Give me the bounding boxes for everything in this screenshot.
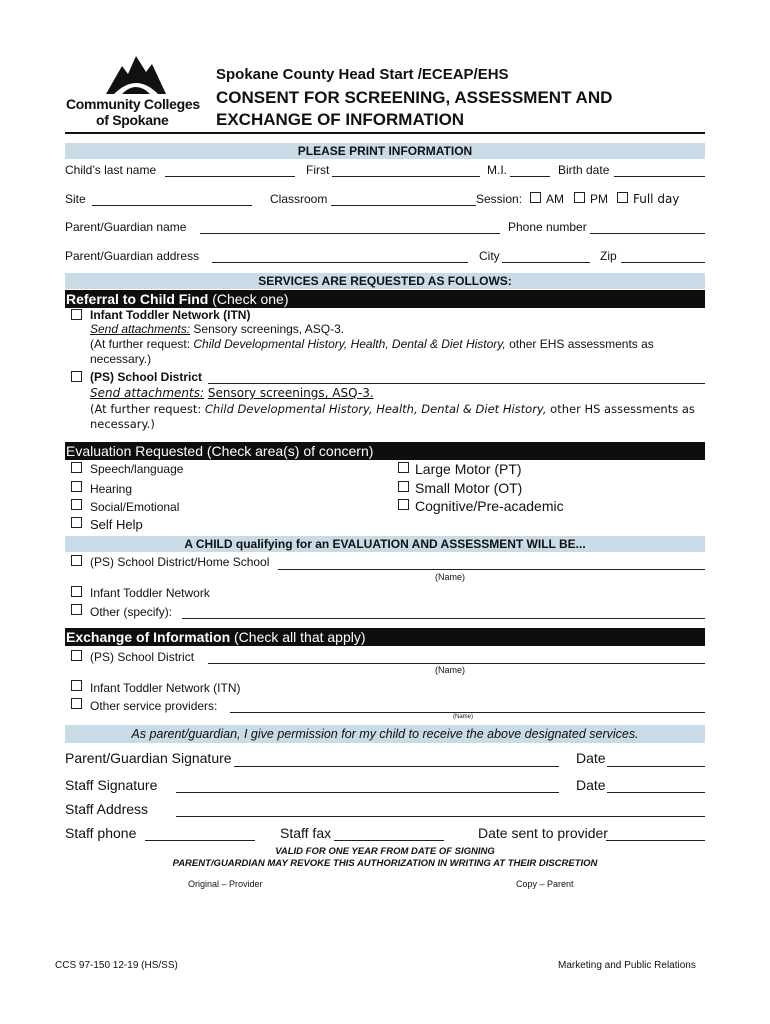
qual-ps-field[interactable]: [278, 569, 705, 570]
eval-social-checkbox[interactable]: [71, 499, 82, 510]
qual-other-checkbox[interactable]: [71, 604, 82, 615]
classroom-field[interactable]: [331, 205, 476, 206]
classroom-label: Classroom: [270, 192, 328, 206]
session-pm-label: PM: [590, 192, 608, 206]
print-info-band: PLEASE PRINT INFORMATION: [65, 143, 705, 159]
eval-speech-checkbox[interactable]: [71, 462, 82, 473]
phone-number-label: Phone number: [508, 220, 587, 234]
itn-further-request: [90, 337, 654, 351]
site-label: Site: [65, 192, 86, 206]
staff-phone-label: Staff phone: [65, 825, 137, 841]
eval-speech-label: Speech/language: [90, 462, 184, 476]
exch-ps-checkbox[interactable]: [71, 650, 82, 661]
form-title-line-1: CONSENT FOR SCREENING, ASSESSMENT AND: [216, 88, 613, 107]
staff-phone-field[interactable]: [145, 840, 255, 841]
ps-further-suffix: other HS assessments as: [550, 402, 695, 416]
staff-fax-field[interactable]: [334, 840, 444, 841]
guardian-name-label: Parent/Guardian name: [65, 220, 187, 234]
logo: [62, 50, 212, 130]
session-pm-checkbox[interactable]: [574, 192, 585, 203]
child-last-name-label: Child’s last name: [65, 163, 157, 177]
itn-further-suffix: other EHS assessments as: [509, 337, 654, 351]
referral-ps-field[interactable]: [208, 383, 705, 384]
date2-field[interactable]: [607, 792, 705, 793]
mountain-logo-icon: [104, 52, 168, 96]
referral-heading-note: (Check one): [212, 291, 289, 307]
header-rule: [65, 132, 705, 134]
zip-label: Zip: [600, 249, 617, 263]
qual-ps-label: (PS) School District/Home School: [90, 555, 270, 569]
eval-selfhelp-label: Self Help: [90, 517, 143, 532]
evaluation-heading-note: (Check area(s) of concern): [206, 443, 374, 459]
itn-attach-label: Send attachments:: [90, 322, 191, 336]
exch-name-caption: (Name): [434, 665, 465, 675]
birth-date-label: Birth date: [558, 163, 610, 177]
guardian-address-field[interactable]: [212, 262, 468, 263]
eval-hearing-checkbox[interactable]: [71, 481, 82, 492]
exch-other-checkbox[interactable]: [71, 698, 82, 709]
itn-attach-text: Sensory screenings, ASQ-3.: [193, 322, 345, 336]
exchange-heading-bar: [65, 628, 705, 646]
qualifying-band: A CHILD qualifying for an EVALUATION AND ASSESSMENT WILL BE...: [65, 536, 705, 552]
session-full-day-checkbox[interactable]: [617, 192, 628, 203]
exch-other-field[interactable]: [230, 712, 705, 713]
session-am-checkbox[interactable]: [530, 192, 541, 203]
ps-attach-text: Sensory screenings, ASQ-3.: [207, 386, 374, 400]
qual-other-label: Other (specify):: [90, 605, 173, 619]
qual-ps-checkbox[interactable]: [71, 555, 82, 566]
itn-attachments: [90, 322, 344, 336]
revoke-notice: PARENT/GUARDIAN MAY REVOKE THIS AUTHORIZATION IN WRITING AT THEIR DISCRETION: [172, 858, 598, 869]
logo-line-2: of Spokane: [96, 112, 169, 128]
eval-hearing-label: Hearing: [90, 482, 133, 496]
form-code: CCS 97-150 12-19 (HS/SS): [55, 960, 178, 971]
department: Marketing and Public Relations: [558, 960, 696, 971]
phone-number-field[interactable]: [590, 233, 705, 234]
child-last-name-field[interactable]: [165, 176, 295, 177]
staff-fax-label: Staff fax: [280, 825, 332, 841]
referral-itn-label: Infant Toddler Network (ITN): [90, 308, 251, 322]
program-name: Spokane County Head Start /ECEAP/EHS: [216, 66, 509, 83]
eval-selfhelp-checkbox[interactable]: [71, 517, 82, 528]
ps-further-request: [90, 402, 695, 416]
evaluation-heading: Evaluation Requested: [66, 443, 203, 459]
qual-itn-checkbox[interactable]: [71, 586, 82, 597]
exch-name-caption-small: (Name): [452, 714, 473, 720]
exchange-heading: Exchange of Information: [66, 629, 231, 645]
eval-small-motor-label: Small Motor (OT): [415, 480, 523, 496]
guardian-address-label: Parent/Guardian address: [65, 249, 200, 263]
exch-itn-label: Infant Toddler Network (ITN): [90, 681, 241, 695]
eval-cognitive-checkbox[interactable]: [398, 499, 409, 510]
date-sent-field[interactable]: [606, 840, 705, 841]
site-field[interactable]: [92, 205, 252, 206]
city-field[interactable]: [502, 262, 590, 263]
permission-band: As parent/guardian, I give permission for my child to receive the above designated services.: [65, 725, 705, 743]
guardian-name-field[interactable]: [200, 233, 500, 234]
staff-address-label: Staff Address: [65, 801, 149, 817]
logo-line-1: Community Colleges: [66, 96, 200, 112]
valid-notice: VALID FOR ONE YEAR FROM DATE OF SIGNING: [275, 846, 495, 857]
exch-other-label: Other service providers:: [90, 699, 218, 713]
exch-ps-field[interactable]: [208, 663, 705, 664]
date2-label: Date: [576, 777, 606, 793]
itn-further-end: necessary.): [90, 352, 152, 366]
copy-parent: Copy – Parent: [516, 879, 574, 889]
guardian-signature-field[interactable]: [234, 766, 559, 767]
ps-attachments: [90, 386, 374, 400]
staff-signature-label: Staff Signature: [65, 777, 158, 793]
eval-small-motor-checkbox[interactable]: [398, 481, 409, 492]
evaluation-heading-bar: [65, 442, 705, 460]
guardian-signature-label: Parent/Guardian Signature: [65, 750, 232, 766]
original-provider: Original – Provider: [188, 879, 263, 889]
qual-name-caption: (Name): [434, 572, 465, 582]
referral-ps-checkbox[interactable]: [71, 371, 82, 382]
referral-ps-label: (PS) School District: [90, 370, 203, 384]
staff-signature-field[interactable]: [176, 792, 559, 793]
first-name-field[interactable]: [332, 176, 480, 177]
mi-field[interactable]: [510, 176, 550, 177]
itn-further-italic: Child Developmental History, Health, Dental & Diet History,: [193, 337, 506, 351]
referral-itn-checkbox[interactable]: [71, 309, 82, 320]
session-full-day-label: Full day: [633, 192, 680, 206]
exch-ps-label: (PS) School District: [90, 650, 195, 664]
ps-further-italic: Child Developmental History, Health, Dental & Diet History,: [204, 402, 547, 416]
eval-large-motor-checkbox[interactable]: [398, 462, 409, 473]
qual-other-field[interactable]: [182, 618, 705, 619]
ps-further-end: necessary.): [90, 417, 155, 431]
date-sent-label: Date sent to provider: [478, 825, 608, 841]
referral-heading-bar: [65, 290, 705, 308]
ps-further-prefix: (At further request:: [90, 402, 202, 416]
date1-label: Date: [576, 750, 606, 766]
services-band: SERVICES ARE REQUESTED AS FOLLOWS:: [65, 273, 705, 289]
session-am-label: AM: [546, 192, 564, 206]
date1-field[interactable]: [607, 766, 705, 767]
mi-label: M.I.: [487, 163, 507, 177]
referral-heading: Referral to Child Find: [66, 291, 209, 307]
itn-further-prefix: (At further request:: [90, 337, 191, 351]
ps-attach-label: Send attachments:: [90, 386, 205, 400]
eval-social-label: Social/Emotional: [90, 500, 180, 514]
staff-address-field[interactable]: [176, 816, 705, 817]
eval-cognitive-label: Cognitive/Pre-academic: [415, 498, 564, 514]
exchange-heading-note: (Check all that apply): [234, 629, 366, 645]
form-title-line-2: EXCHANGE OF INFORMATION: [216, 110, 465, 129]
eval-large-motor-label: Large Motor (PT): [415, 461, 522, 477]
exch-itn-checkbox[interactable]: [71, 680, 82, 691]
birth-date-field[interactable]: [614, 176, 705, 177]
qual-itn-label: Infant Toddler Network: [90, 586, 210, 600]
session-label: Session:: [476, 192, 523, 206]
zip-field[interactable]: [621, 262, 705, 263]
first-name-label: First: [306, 163, 330, 177]
city-label: City: [479, 249, 500, 263]
